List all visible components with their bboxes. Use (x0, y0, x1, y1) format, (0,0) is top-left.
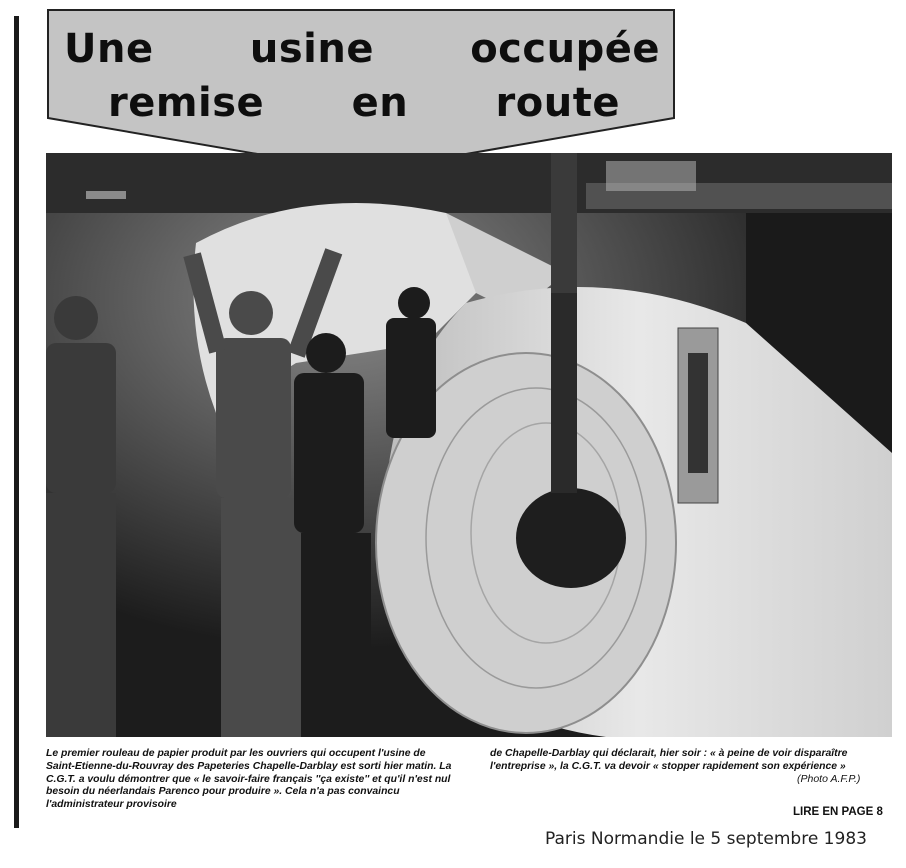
headline-word: usine (249, 26, 374, 72)
photo-caption-column-2: de Chapelle-Darblay qui déclarait, hier soir : « à peine de voir disparaître l'entreprise », la C.G.T. va devoir « stopper rapidement son expérience » (490, 748, 848, 772)
headline-word: remise (108, 80, 265, 126)
headline-banner (46, 8, 678, 176)
photo-caption-column-1: Le premier rouleau de papier produit par les ouvriers qui occupent l'usine de Saint-Etienne-du-Rouvray des Papeteries Chapelle-Darblay est sorti hier matin. La C.G.T. a voulu démontrer que « le savoir-faire français ''ça existe'' et qu'il n'est nul besoin du néerlandais Parenco pour produire ». Cela n'a pas convaincu l'administrateur provisoire (46, 748, 452, 811)
photo-credit: (Photo A.F.P.) (797, 773, 861, 785)
headline-word: route (495, 80, 620, 126)
headline-line-2 (46, 80, 678, 126)
headline-word: occupée (470, 26, 660, 72)
headline-word: en (351, 80, 409, 126)
headline-line-1 (46, 26, 678, 72)
left-column-rule (14, 16, 19, 828)
headline-word: Une (64, 26, 154, 72)
news-photo (46, 153, 892, 737)
photo-illustration (46, 153, 892, 737)
source-date-note: Paris Normandie le 5 septembre 1983 (545, 829, 867, 849)
continuation-note: LIRE EN PAGE 8 (793, 806, 883, 818)
